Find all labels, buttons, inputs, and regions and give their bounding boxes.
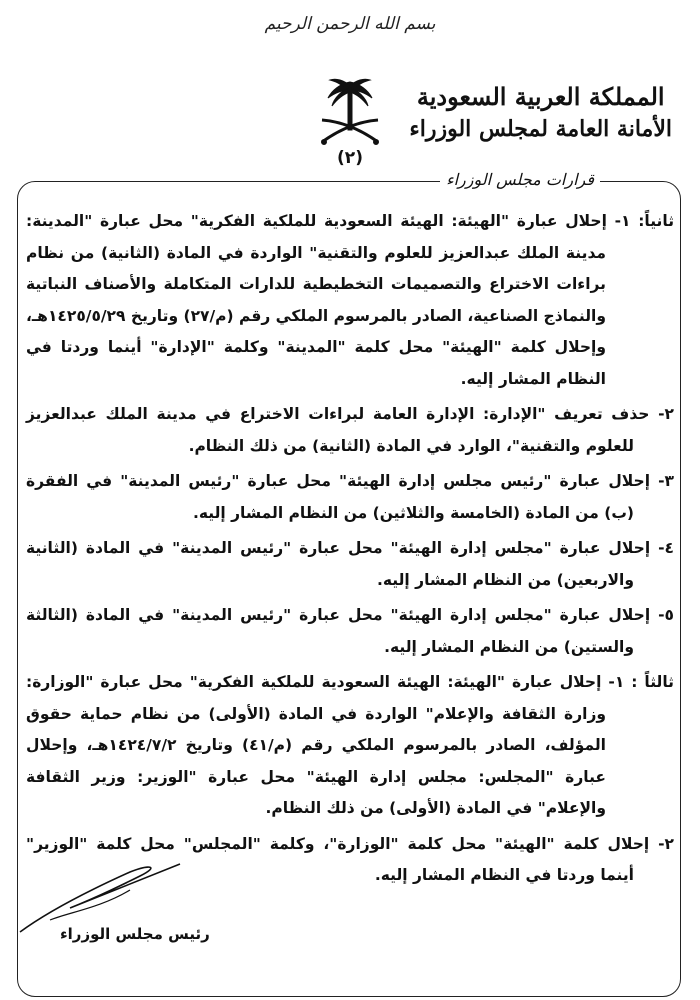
clause-second-1: ثانياً: ١- إحلال عبارة "الهيئة: الهيئة السعودية للملكية الفكرية" محل عبارة "المدينة: مدينة الملك عبدالعزيز للعلوم والتقنية" الواردة في المادة (الثانية) من نظام براءات الاختراع والتصميمات التخطيطية للدارات المتكاملة والأصناف النباتية والنماذج الصناعية، الصادر بالمرسوم الملكي رقم (م/٢٧) وتاريخ ١٤٢٥/٥/٢٩هـ، وإحلال كلمة "الهيئة" محل كلمة "المدينة" وكلمة "الإدارة" أينما وردتا في النظام المشار إليه. [26, 212, 675, 388]
decisions-label: قرارات مجلس الوزراء [440, 170, 600, 189]
page-number: (٢) [337, 148, 363, 168]
signer-title: رئيس مجلس الوزراء [60, 925, 210, 943]
clause-second-4: ٤- إحلال عبارة "مجلس إدارة الهيئة" محل عبارة "رئيس المدينة" في المادة (الثانية والاربعين) من النظام المشار إليه. [26, 539, 674, 589]
document-body [26, 206, 674, 896]
clause-second-3: ٣- إحلال عبارة "رئيس مجلس إدارة الهيئة" محل عبارة "رئيس المدينة" في الفقرة (ب) من المادة (الخامسة والثلاثين) من النظام المشار إليه. [26, 472, 674, 522]
clause-second-5: ٥- إحلال عبارة "مجلس إدارة الهيئة" محل عبارة "رئيس المدينة" في المادة (الثالثة والستين) من النظام المشار إليه. [26, 606, 674, 656]
clause-third-2: ٢- إحلال كلمة "الهيئة" محل كلمة "الوزارة"، وكلمة "المجلس" محل كلمة "الوزير" أينما وردتا في النظام المشار إليه. [26, 834, 674, 884]
kingdom-name: المملكة العربية السعودية [416, 82, 665, 111]
basmala: بسم الله الرحمن الرحيم [264, 14, 436, 34]
general-secretariat: الأمانة العامة لمجلس الوزراء [409, 116, 672, 142]
letterhead [409, 80, 672, 144]
clause-second-2: ٢- حذف تعريف "الإدارة: الإدارة العامة لبراءات الاختراع في مدينة الملك عبدالعزيز للعلوم والتقنية"، الوارد في المادة (الثانية) من ذلك النظام. [26, 405, 674, 455]
clause-third-1: ثالثاً : ١- إحلال عبارة "الهيئة: الهيئة السعودية للملكية الفكرية" محل عبارة "الوزارة: وزارة الثقافة والإعلام" الواردة في المادة (الأولى) من نظام حماية حقوق المؤلف، الصادر بالمرسوم الملكي رقم (م/٤١) وتاريخ ١٤٢٤/٧/٢هـ، وإحلال عبارة "المجلس: مجلس إدارة الهيئة" محل عبارة "الوزير: وزير الثقافة والإعلام" في المادة (الأولى) من ذلك النظام. [26, 673, 674, 817]
palm-swords-emblem-icon [310, 72, 390, 152]
